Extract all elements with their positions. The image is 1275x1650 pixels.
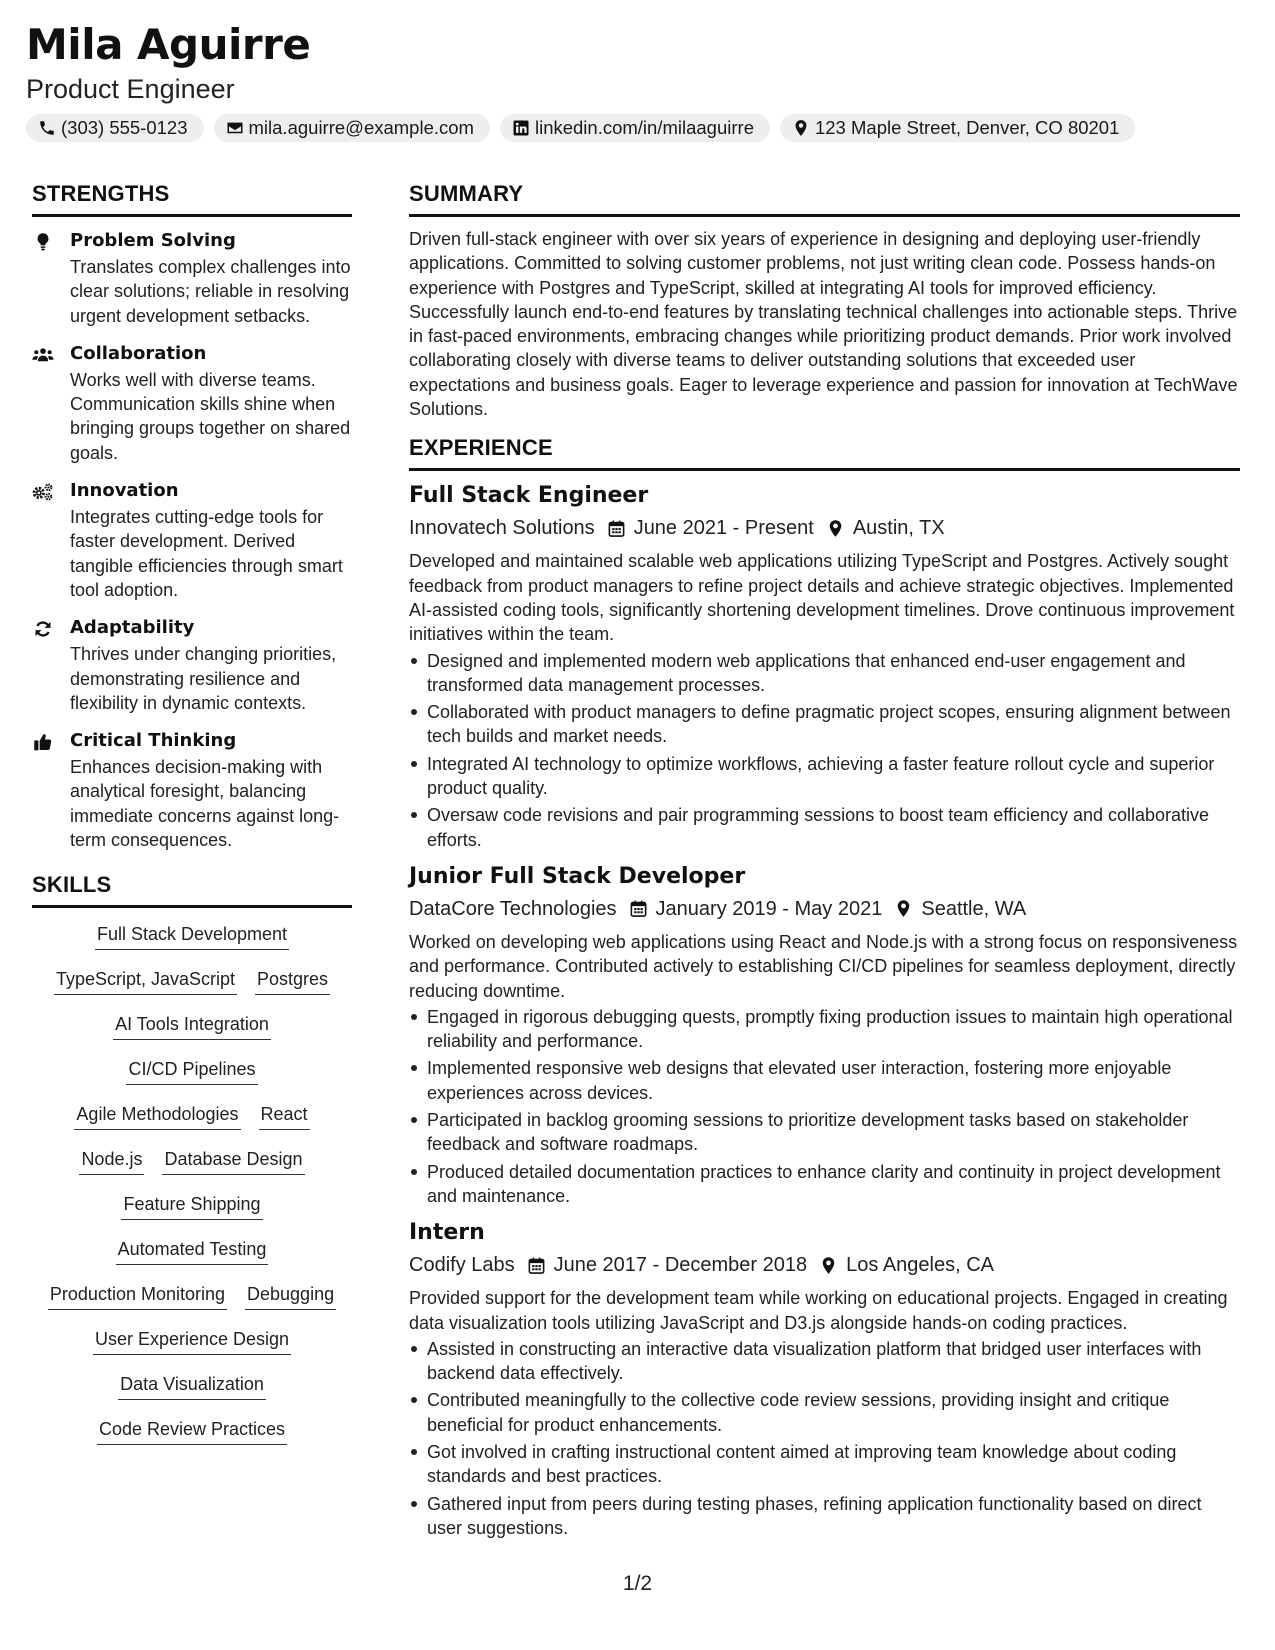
skill-tag: Database Design [162, 1147, 304, 1175]
job-dates: June 2017 - December 2018 [553, 1254, 808, 1277]
strengths-list [32, 229, 352, 852]
job-dates: June 2021 - Present [633, 517, 814, 540]
location-pin-icon [819, 1256, 838, 1275]
job-title: Full Stack Engineer [409, 483, 649, 509]
users-icon [32, 345, 54, 365]
skill-tag: Debugging [245, 1282, 336, 1310]
job-bullet: Contributed meaningfully to the collective code review sessions, providing insight and critique beneficial for product enhancements. [409, 1388, 1240, 1437]
job-meta [409, 896, 1240, 922]
job-description: Worked on developing web applications using React and Node.js with a strong focus on responsiveness and performance. Contributed actively to establishing CI/CD pipelines for seamless deployment, directly reducing downtime. [409, 931, 1238, 1001]
strength-item [32, 342, 352, 465]
job-entry [409, 483, 1240, 852]
job-dates: January 2019 - May 2021 [655, 897, 883, 920]
job-bullet: Assisted in constructing an interactive data visualization platform that bridged user interfaces with backend data effectively. [409, 1337, 1240, 1386]
strength-item [32, 616, 352, 715]
contact-email-text: mila.aguirre@example.com [248, 117, 474, 138]
skill-tag: Automated Testing [116, 1237, 269, 1265]
job-location: Los Angeles, CA [846, 1254, 994, 1277]
job-company: Innovatech Solutions [409, 517, 595, 540]
job-bullets [409, 1005, 1240, 1208]
skill-tag: Production Monitoring [48, 1282, 227, 1310]
contact-bar [26, 114, 1135, 142]
contact-phone-text: (303) 555-0123 [61, 117, 188, 138]
job-bullet: Designed and implemented modern web applications that enhanced end-user engagement and transformed data management processes. [409, 649, 1240, 698]
strength-title: Innovation [70, 480, 179, 502]
job-company: DataCore Technologies [409, 897, 617, 920]
contact-address[interactable] [780, 114, 1135, 142]
job-bullets [409, 1337, 1240, 1540]
skill-tag: Code Review Practices [97, 1417, 287, 1445]
skill-tag: Full Stack Development [95, 922, 289, 950]
job-meta [409, 1252, 1240, 1278]
page-number: 1/2 [622, 1572, 653, 1595]
strength-title: Problem Solving [70, 230, 236, 251]
skill-tag: Agile Methodologies [74, 1102, 240, 1130]
job-entry [409, 1220, 1240, 1540]
calendar-icon [527, 1256, 546, 1275]
linkedin-icon [512, 119, 530, 137]
strength-item [32, 479, 352, 602]
skill-tag: Data Visualization [118, 1372, 266, 1400]
phone-icon [38, 119, 56, 137]
location-pin-icon [826, 519, 845, 538]
job-company: Codify Labs [409, 1254, 515, 1277]
job-location: Seattle, WA [921, 897, 1027, 920]
contact-email[interactable] [214, 114, 490, 142]
skill-tag: Postgres [255, 967, 330, 995]
skills-heading: SKILLS [32, 872, 352, 908]
strength-title: Adaptability [70, 617, 195, 639]
summary-text: Driven full-stack engineer with over six years of experience in designing and deploying user-friendly applications. Committed to solving customer problems, not just writing clean code. Possess hands-on experience with Postgres and TypeScript, skilled at integrating AI tools for improved efficiency. Successfully launch end-to-end features by translating technical challenges into actionable steps. Thrive in fast-paced environments, embracing changes while prioritizing product demands. Prior work involved collaborating closely with diverse teams to deliver outstanding solutions that exceeded user expectations and business goals. Eager to leverage experience and passion for innovation at TechWave Solutions. [409, 229, 1238, 420]
job-bullet: Produced detailed documentation practices to enhance clarity and continuity in project development and maintenance. [409, 1160, 1240, 1209]
strength-title: Critical Thinking [70, 730, 237, 752]
job-bullet: Collaborated with product managers to define pragmatic project scopes, ensuring alignment between tech builds and market needs. [409, 700, 1240, 749]
contact-phone[interactable] [26, 114, 204, 142]
skill-tag: Node.js [79, 1147, 144, 1175]
gears-icon [32, 482, 54, 502]
envelope-icon [226, 119, 244, 137]
job-bullet: Engaged in rigorous debugging quests, promptly fixing production issues to maintain high operational reliability and performance. [409, 1005, 1240, 1054]
skill-tag: React [259, 1102, 310, 1130]
strength-desc: Integrates cutting-edge tools for faster development. Derived tangible efficiencies through smart tool adoption. [70, 507, 343, 600]
strength-item [32, 729, 352, 852]
job-entry [409, 864, 1240, 1208]
job-bullet: Oversaw code revisions and pair programming sessions to boost team efficiency and collaborative efforts. [409, 803, 1240, 852]
candidate-name: Mila Aguirre [26, 20, 311, 69]
contact-linkedin-text: linkedin.com/in/milaaguirre [534, 117, 754, 138]
job-description: Developed and maintained scalable web applications utilizing TypeScript and Postgres. Actively sought feedback from product managers to refine project details and achieve strategic objectives. Implemented AI-assisted coding tools, significantly shortening development timelines. Drove continuous improvement initiatives within the team. [409, 551, 1235, 645]
skill-tag: Feature Shipping [121, 1192, 262, 1220]
strength-desc: Enhances decision-making with analytical foresight, balancing immediate concerns against long-term consequences. [70, 757, 340, 851]
job-bullet: Gathered input from peers during testing phases, refining application functionality based on direct user suggestions. [409, 1492, 1240, 1541]
strengths-heading: STRENGTHS [32, 181, 352, 217]
job-location: Austin, TX [852, 517, 945, 540]
job-description: Provided support for the development team while working on educational projects. Engaged in creating data visualization tools utilizing JavaScript and D3.js alongside hands-on coding practices. [409, 1288, 1228, 1333]
candidate-role: Product Engineer [26, 74, 235, 104]
lightbulb-icon [32, 232, 54, 252]
skill-tag: User Experience Design [93, 1327, 291, 1355]
strength-desc: Works well with diverse teams. Communication skills shine when bringing groups together on shared goals. [70, 369, 351, 463]
strength-desc: Thrives under changing priorities, demonstrating resilience and flexibility in dynamic contexts. [70, 644, 337, 713]
strength-item [32, 229, 352, 328]
skill-tag: AI Tools Integration [113, 1012, 271, 1040]
left-column [32, 181, 352, 1462]
job-bullet: Implemented responsive web designs that elevated user interaction, fostering more enjoyable experiences across devices. [409, 1056, 1240, 1105]
skills-list [32, 922, 352, 1462]
job-bullet: Integrated AI technology to optimize workflows, achieving a faster feature rollout cycle and superior product quality. [409, 752, 1240, 801]
contact-linkedin[interactable] [500, 114, 770, 142]
calendar-icon [629, 899, 648, 918]
location-pin-icon [894, 899, 913, 918]
location-pin-icon [792, 119, 810, 137]
job-bullet: Got involved in crafting instructional content aimed at improving team knowledge about coding standards and best practices. [409, 1440, 1240, 1489]
strength-title: Collaboration [70, 342, 207, 364]
calendar-icon [607, 519, 626, 538]
sync-icon [32, 619, 54, 639]
thumbs-up-icon [32, 732, 54, 752]
summary-heading: SUMMARY [409, 181, 1240, 217]
job-title: Intern [409, 1220, 485, 1246]
job-meta [409, 515, 1240, 541]
job-bullet: Participated in backlog grooming sessions to prioritize development tasks based on stakeholder feedback and software roadmaps. [409, 1108, 1240, 1157]
skill-tag: TypeScript, JavaScript [54, 967, 237, 995]
skill-tag: CI/CD Pipelines [126, 1057, 257, 1085]
job-bullets [409, 649, 1240, 852]
job-title: Junior Full Stack Developer [409, 863, 746, 889]
strength-desc: Translates complex challenges into clear solutions; reliable in resolving urgent development setbacks. [70, 257, 351, 326]
contact-address-text: 123 Maple Street, Denver, CO 80201 [814, 117, 1120, 138]
right-column [409, 181, 1240, 1543]
experience-heading: EXPERIENCE [409, 435, 1240, 471]
